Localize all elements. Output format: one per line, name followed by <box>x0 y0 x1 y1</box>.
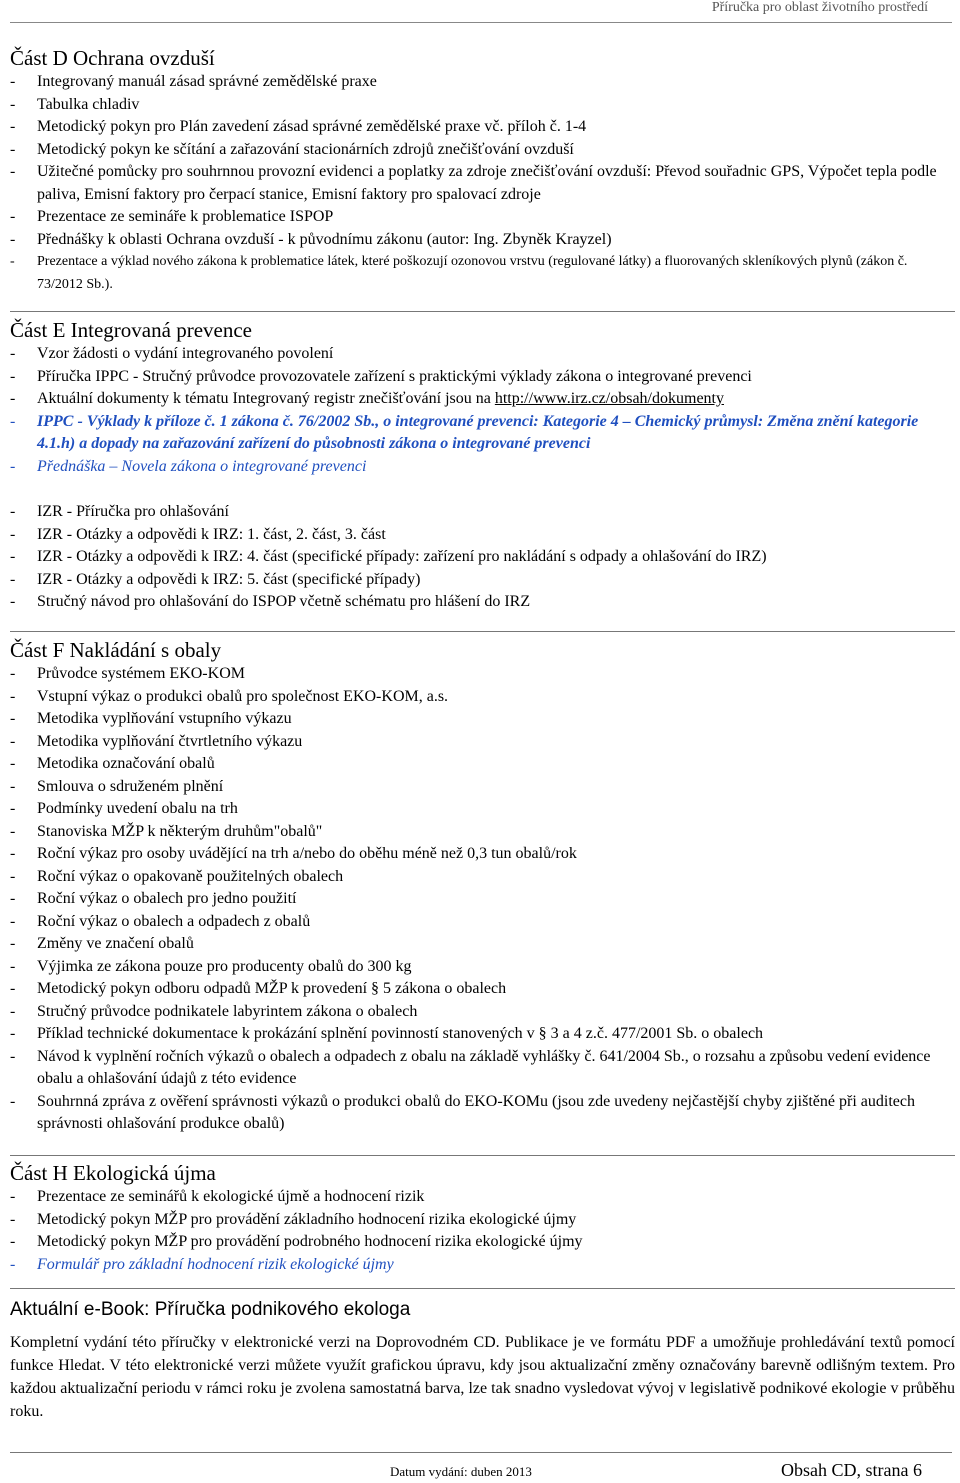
section-f-title: Část F Nakládání s obaly <box>10 638 222 662</box>
list-item[interactable]: - IZR - Otázky a odpovědi k IRZ: 5. část (specifické případy) <box>10 569 955 592</box>
section-e-list <box>10 343 955 478</box>
list-item[interactable]: - Výjimka ze zákona pouze pro producenty obalů do 300 kg <box>10 956 955 979</box>
list-item-lecture[interactable]: - Přednáška – Novela zákona o integrované prevenci <box>10 456 955 479</box>
list-item[interactable]: - Roční výkaz pro osoby uvádějící na trh a/nebo do oběhu méně než 0,3 tun obalů/rok <box>10 843 955 866</box>
list-item[interactable]: - Metodika vyplňování vstupního výkazu <box>10 708 955 731</box>
list-item[interactable]: - Metodický pokyn ke sčítání a zařazování stacionárních zdrojů znečišťování ovzduší <box>10 139 955 162</box>
header-rule <box>10 22 952 23</box>
running-header: Příručka pro oblast životního prostředí <box>711 0 928 15</box>
list-item[interactable]: - Prezentace ze semináře k problematice ISPOP <box>10 206 955 229</box>
list-item[interactable]: - Prezentace ze seminářů k ekologické újmě a hodnocení rizik <box>10 1186 955 1209</box>
list-item[interactable]: - Metodický pokyn pro Plán zavedení zásad správné zemědělské praxe vč. příloh č. 1-4 <box>10 116 955 139</box>
list-item[interactable]: - Metodický pokyn MŽP pro provádění základního hodnocení rizika ekologické újmy <box>10 1209 955 1232</box>
section-d-list <box>10 71 955 296</box>
list-item-irz-link <box>10 388 955 411</box>
list-item[interactable]: - Prezentace a výklad nového zákona k problematice látek, které poškozují ozonovou vrstvu (regulované látky) a fluorovaných skleníkových plynů (zákon č. 73/2012 Sb.). <box>10 251 955 296</box>
link-item-text: Aktuální dokumenty k tématu Integrovaný registr znečišťování jsou na <box>37 390 495 407</box>
irz-link[interactable]: http://www.irz.cz/obsah/dokumenty <box>494 390 724 407</box>
list-item[interactable]: - Příručka IPPC - Stručný průvodce provozovatele zařízení s praktickými výklady zákona o integrované prevenci <box>10 366 955 389</box>
section-h-title: Část H Ekologická újma <box>10 1161 216 1185</box>
list-item-ippc[interactable] <box>10 411 955 456</box>
list-item[interactable]: - Příklad technické dokumentace k prokázání splnění povinností stanovených v § 3 a 4 z.č. 477/2001 Sb. o obalech <box>10 1023 955 1046</box>
ebook-text: Kompletní vydání této příručky v elektronické verzi na Doprovodném CD. Publikace je ve formátu PDF a umožňuje prohledávání textů pomocí funkce Hledat. V této elektronické verzi můžete využít grafickou úpravu, kdy jsou aktualizační změny označovány barevně odlišným textem. Pro každou aktualizační periodu v rámci roku je zvolena samostatná barva, lze tak snadno vysledovat vývoj v legislativě podnikové ekologie v průběhu roku. <box>10 1334 955 1420</box>
list-item[interactable]: - Změny ve značení obalů <box>10 933 955 956</box>
footer-page: Obsah CD, strana 6 <box>781 1460 922 1480</box>
ippc-bold: IPPC - Výklady k příloze č. 1 zákona č. 76/2002 Sb. <box>37 412 376 430</box>
list-item[interactable]: - Návod k vyplnění ročních výkazů o obalech a odpadech z obalu na základě vyhlášky č. 641/2004 Sb., o rozsahu a způsobu vedení evidence obalu a ohlašování údajů z této evidence <box>10 1046 955 1091</box>
list-item[interactable]: - Stručný průvodce podnikatele labyrintem zákona o obalech <box>10 1001 955 1024</box>
section-e-irz-list <box>10 501 955 614</box>
list-item[interactable]: - Roční výkaz o obalech a odpadech z obalů <box>10 911 955 934</box>
list-item[interactable]: - Stanoviska MŽP k některým druhům"obalů" <box>10 821 955 844</box>
list-item[interactable]: - IZR - Otázky a odpovědi k IRZ: 4. část (specifické případy: zařízení pro nakládání s odpady a ohlašování do IRZ) <box>10 546 955 569</box>
footer-date: Datum vydání: duben 2013 <box>390 1464 532 1479</box>
list-item[interactable]: - Stručný návod pro ohlašování do ISPOP včetně schématu pro hlášení do IRZ <box>10 591 955 614</box>
list-item[interactable]: - Přednášky k oblasti Ochrana ovzduší - k původnímu zákonu (autor: Ing. Zbyněk Krayzel) <box>10 229 955 252</box>
list-item[interactable]: - IZR - Otázky a odpovědi k IRZ: 1. část, 2. část, 3. část <box>10 524 955 547</box>
section-divider <box>10 1155 955 1156</box>
list-item[interactable]: - IZR - Příručka pro ohlašování <box>10 501 955 524</box>
list-item[interactable]: - Průvodce systémem EKO-KOM <box>10 663 955 686</box>
list-item-form[interactable]: - Formulář pro základní hodnocení rizik ekologické újmy <box>10 1254 955 1277</box>
section-d-title: Část D Ochrana ovzduší <box>10 46 215 70</box>
section-divider <box>10 631 955 632</box>
ebook-title: Aktuální e-Book: Příručka podnikového ekologa <box>10 1299 411 1320</box>
section-e-title: Část E Integrovaná prevence <box>10 318 252 342</box>
list-item[interactable]: - Souhrnná zpráva z ověření správnosti výkazů o produkci obalů do EKO-KOMu (jsou zde uvedeny nejčastější chyby zjištěné při auditech správnosti ohlašování produkce obalů) <box>10 1091 955 1136</box>
list-item[interactable]: - Užitečné pomůcky pro souhrnnou provozní evidenci a poplatky za zdroje znečišťování ovzduší: Převod souřadnic GPS, Výpočet tepla podle paliva, Emisní faktory pro čerpací stanice, Emisní faktory pro spalovací zdroje <box>10 161 955 206</box>
list-item[interactable]: - Metodika vyplňování čtvrtletního výkazu <box>10 731 955 754</box>
section-h-list <box>10 1186 955 1276</box>
section-divider <box>10 311 955 312</box>
list-item[interactable]: - Metodický pokyn odboru odpadů MŽP k provedení § 5 zákona o obalech <box>10 978 955 1001</box>
list-item[interactable]: - Vstupní výkaz o produkci obalů pro společnost EKO-KOM, a.s. <box>10 686 955 709</box>
list-item[interactable]: - Metodický pokyn MŽP pro provádění podrobného hodnocení rizika ekologické újmy <box>10 1231 955 1254</box>
list-item[interactable]: - Roční výkaz o obalech pro jedno použití <box>10 888 955 911</box>
section-f-list <box>10 663 955 1136</box>
list-item[interactable]: - Podmínky uvedení obalu na trh <box>10 798 955 821</box>
list-item[interactable]: - Integrovaný manuál zásad správné zemědělské praxe <box>10 71 955 94</box>
section-divider <box>10 1288 955 1289</box>
list-item[interactable]: - Tabulka chladiv <box>10 94 955 117</box>
ippc-rest: , o integrované prevenci: Kategorie 4 – Chemický průmysl: Změna znění kategorie 4.1.h) a dopady na zařazování zařízení do působnosti zákona o integrované prevenci <box>37 412 919 452</box>
list-item[interactable]: - Metodika označování obalů <box>10 753 955 776</box>
list-item[interactable]: - Roční výkaz o opakovaně použitelných obalech <box>10 866 955 889</box>
footer-rule <box>10 1452 952 1453</box>
list-item[interactable]: - Vzor žádosti o vydání integrovaného povolení <box>10 343 955 366</box>
list-item[interactable]: - Smlouva o sdruženém plnění <box>10 776 955 799</box>
